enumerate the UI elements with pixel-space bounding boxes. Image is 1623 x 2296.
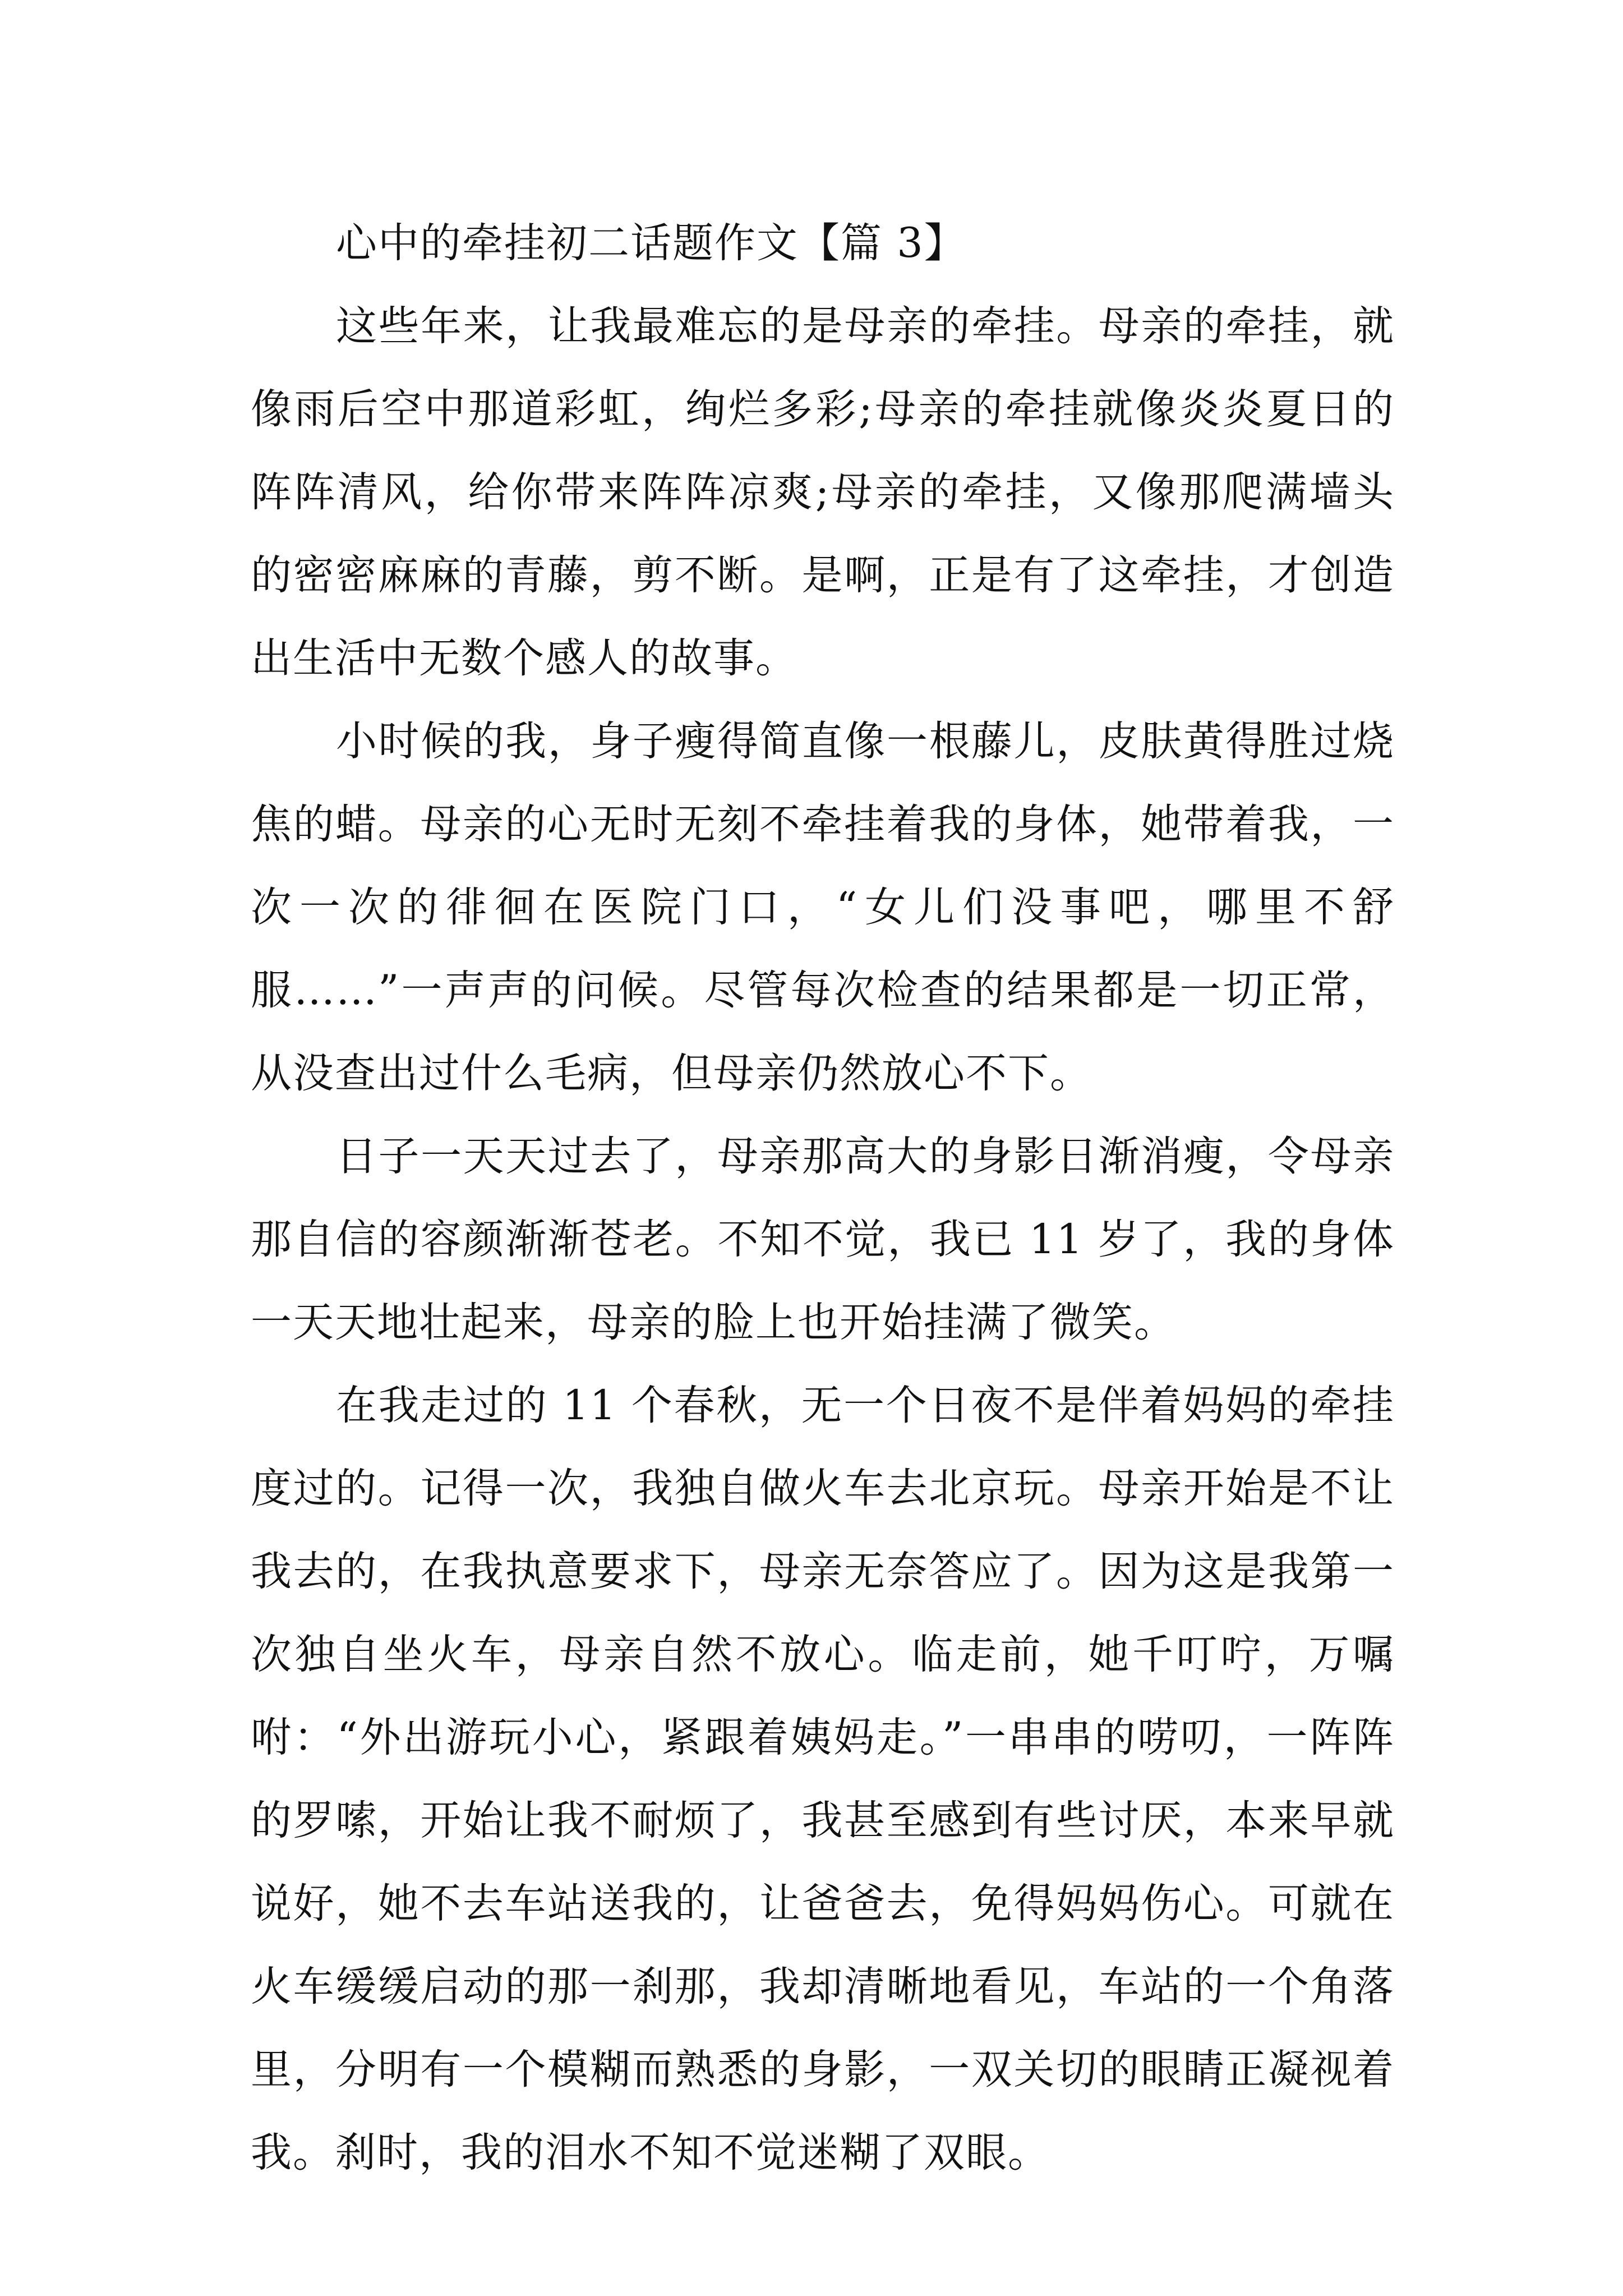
paragraph-2: 小时候的我，身子瘦得简直像一根藤儿，皮肤黄得胜过烧焦的蜡。母亲的心无时无刻不牵挂着我的身体，她带着我，一次一次的徘徊在医院门口，“女儿们没事吧，哪里不舒服……”一声声的问候。尽管每次检查的结果都是一切正常，从没查出过什么毛病，但母亲仍然放心不下。 (251, 717, 1395, 1097)
paragraph-4: 在我走过的 11 个春秋，无一个日夜不是伴着妈妈的牵挂度过的。记得一次，我独自做火车去北京玩。母亲开始是不让我去的，在我执意要求下，母亲无奈答应了。因为这是我第一次独自坐火车，母亲自然不放心。临走前，她千叮咛，万嘱咐：“外出游玩小心，紧跟着姨妈走。”一串串的唠叨，一阵阵的罗嗦，开始让我不耐烦了，我甚至感到有些讨厌，本来早就说好，她不去车站送我的，让爸爸去，免得妈妈伤心。可就在火车缓缓启动的那一刹那，我却清晰地看见，车站的一个角落里，分明有一个模糊而熟悉的身影，一双关切的眼睛正凝视着我。刹时，我的泪水不知不觉迷糊了双眼。 (251, 1382, 1395, 2177)
paragraph-1: 这些年来，让我最难忘的是母亲的牵挂。母亲的牵挂，就像雨后空中那道彩虹，绚烂多彩;母亲的牵挂就像炎炎夏日的阵阵清风，给你带来阵阵凉爽;母亲的牵挂，又像那爬满墙头的密密麻麻的青藤，剪不断。是啊，正是有了这牵挂，才创造出生活中无数个感人的故事。 (251, 302, 1395, 682)
document-title: 心中的牵挂初二话题作文【篇 3】 (336, 219, 966, 267)
paragraph-3: 日子一天天过去了，母亲那高大的身影日渐消瘦，令母亲那自信的容颜渐渐苍老。不知不觉，我已 11 岁了，我的身体一天天地壮起来，母亲的脸上也开始挂满了微笑。 (251, 1133, 1395, 1346)
document-body (251, 202, 1395, 2194)
